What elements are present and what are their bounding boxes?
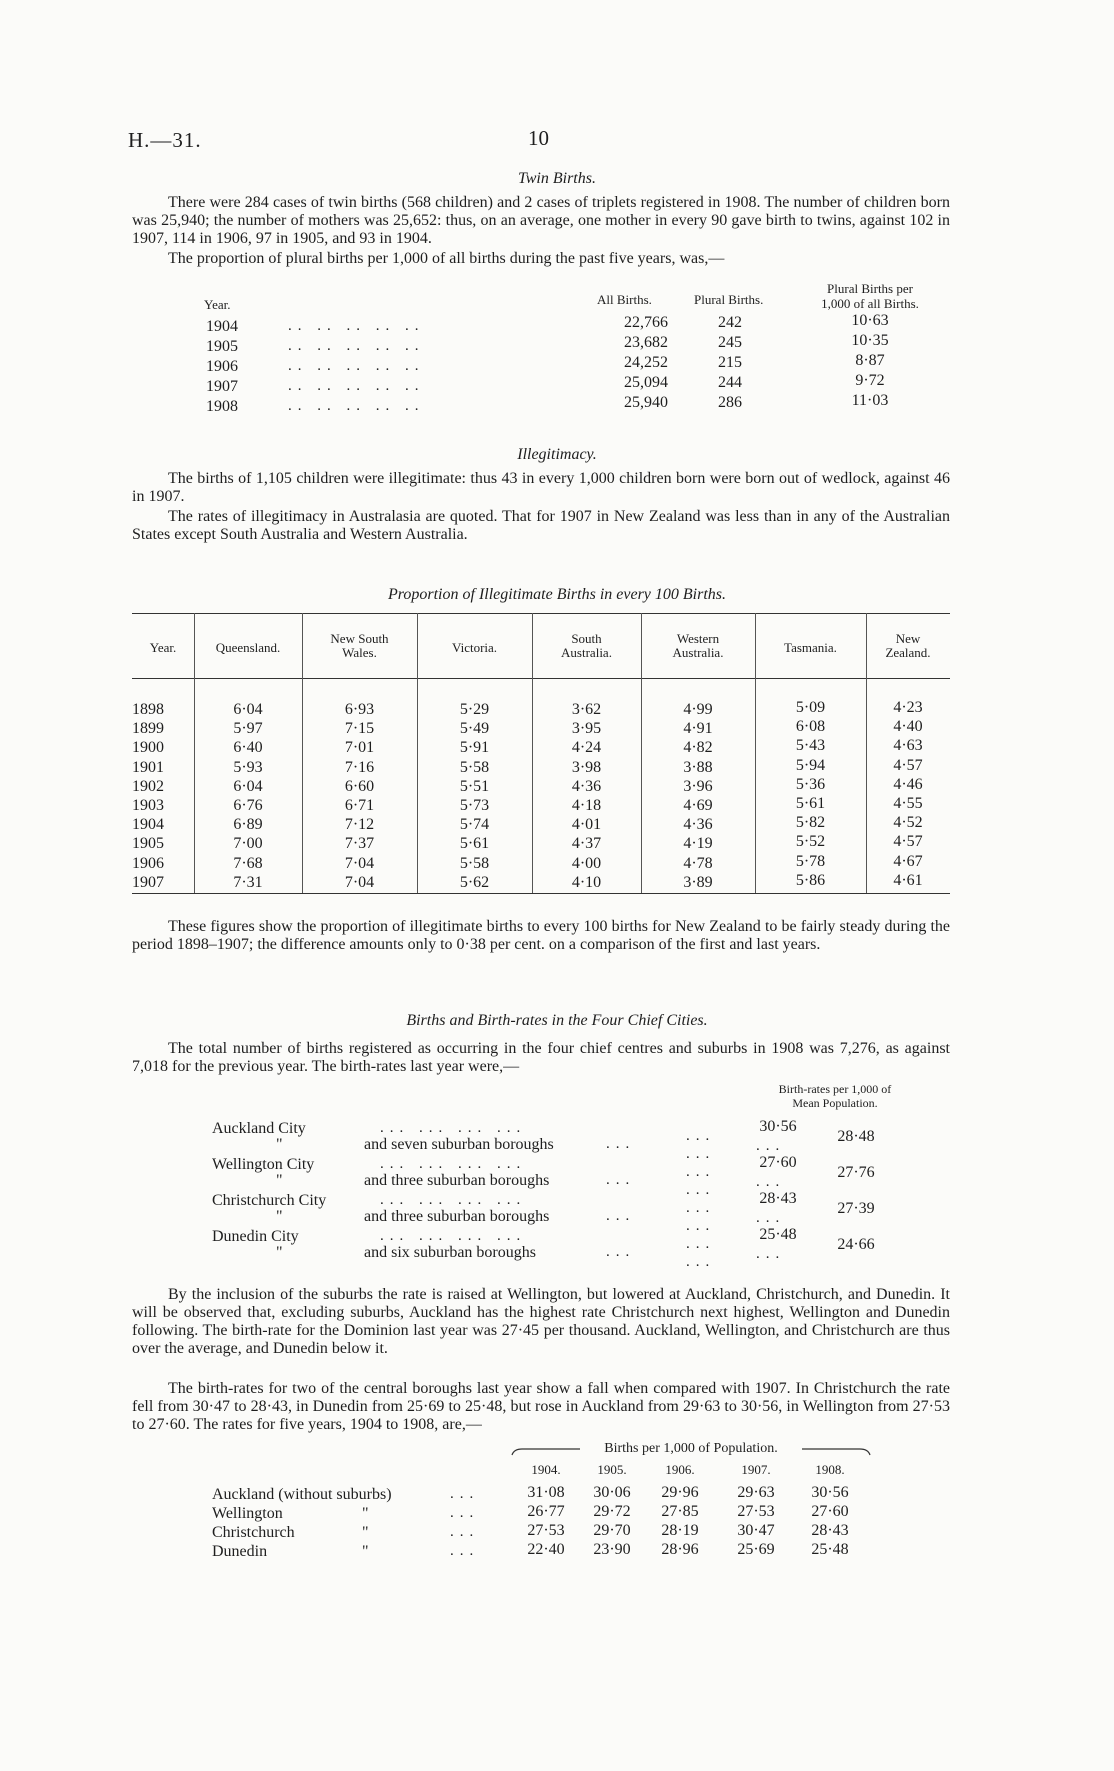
suburb-rate: 28·48 xyxy=(837,1128,875,1145)
plural-row-all-births: 25,940 xyxy=(624,394,668,411)
col-rate-header-2: 1,000 of all Births. xyxy=(821,296,919,311)
col-year-header: Year. xyxy=(204,297,231,312)
ditto-mark: " xyxy=(276,1244,283,1261)
five-year-value: 23·90 xyxy=(593,1541,631,1558)
column-tasmania: 5·09 6·08 5·43 5·94 5·36 5·61 5·82 5·52 5·78 5·86 xyxy=(795,699,826,889)
leader-dots: ... xyxy=(450,1524,480,1540)
suburb-rate: 24·66 xyxy=(837,1236,875,1253)
illegitimacy-paragraph-1: The births of 1,105 children were illegitimate: thus 43 in every 1,000 children born were born out of wedlock, against 46 in 1907. xyxy=(132,470,950,505)
plural-row-all-births: 24,252 xyxy=(624,354,668,371)
five-year-value: 25·69 xyxy=(737,1541,775,1558)
header-sa-1: South xyxy=(571,631,602,646)
five-year-year-header: 1905. xyxy=(597,1462,627,1477)
ditto-mark: " xyxy=(362,1524,369,1541)
five-year-value: 29·96 xyxy=(661,1484,699,1501)
leader-dots: ... ... ... ... xyxy=(380,1228,527,1244)
header-tasmania: Tasmania. xyxy=(784,640,837,655)
plural-row-year: 1907 xyxy=(206,378,238,395)
city-rate: 25·48 xyxy=(759,1226,797,1243)
column-queensland: 6·04 5·97 6·40 5·93 6·04 6·76 6·89 7·00 7·68 7·31 xyxy=(233,701,263,891)
ditto-mark: " xyxy=(276,1172,283,1189)
five-year-value: 25·48 xyxy=(811,1541,849,1558)
leader-dots: .. .. .. .. .. xyxy=(288,358,425,374)
header-victoria: Victoria. xyxy=(451,640,498,655)
plural-row-plural-births: 242 xyxy=(718,314,742,331)
leader-dots: ... ... ... ... xyxy=(380,1120,527,1136)
plural-row-year: 1904 xyxy=(206,318,238,335)
header-queensland: Queensland. xyxy=(215,640,281,655)
five-year-year-header: 1908. xyxy=(815,1462,845,1477)
leader-dots: ... xyxy=(756,1210,786,1226)
ditto-mark: " xyxy=(362,1543,369,1560)
table-header-rule xyxy=(132,678,950,679)
leader-dots: ... ... ... ... xyxy=(380,1192,527,1208)
city-rate: 30·56 xyxy=(759,1118,797,1135)
five-year-year-header: 1906. xyxy=(665,1462,695,1477)
five-year-value: 30·47 xyxy=(737,1522,775,1539)
leader-dots: ... xyxy=(686,1146,716,1162)
paper-reference: H.—31. xyxy=(128,128,202,152)
header-nz-2: Zealand. xyxy=(885,645,931,660)
five-year-header: Births per 1,000 of Population. xyxy=(604,1441,778,1456)
five-year-value: 28·43 xyxy=(811,1522,849,1539)
five-year-value: 27·85 xyxy=(661,1503,699,1520)
ditto-mark: " xyxy=(276,1208,283,1225)
five-year-value: 27·60 xyxy=(811,1503,849,1520)
leader-dots: ... xyxy=(686,1164,716,1180)
leader-dots: ... xyxy=(606,1244,636,1260)
suburb-label: and six suburban boroughs xyxy=(364,1244,536,1261)
city-name: Christchurch City xyxy=(212,1192,327,1209)
column-victoria: 5·29 5·49 5·91 5·58 5·51 5·73 5·74 5·61 5·58 5·62 xyxy=(459,701,490,891)
col-all-births-header: All Births. xyxy=(597,292,652,307)
city-name: Dunedin City xyxy=(212,1228,299,1245)
cities-paragraph-3: The birth-rates for two of the central boroughs last year show a fall when compared with 1907. In Christchurch the rate fell from 30·47 to 28·43, in Dunedin from 25·69 to 25·48, but rose in Auckland from 29·63 to 30·56, in Wellington from 27·53 to 27·60. The rates for five years, 1904 to 1908, are,— xyxy=(132,1380,950,1433)
table-bottom-rule xyxy=(132,893,950,894)
header-wa-2: Australia. xyxy=(672,645,724,660)
rate-header-2: Mean Population. xyxy=(792,1096,878,1110)
five-year-value: 27·53 xyxy=(737,1503,775,1520)
five-year-value: 28·96 xyxy=(661,1541,699,1558)
city-rate: 27·60 xyxy=(759,1154,797,1171)
leader-dots: ... xyxy=(450,1505,480,1521)
five-year-city: Auckland (without suburbs) xyxy=(212,1486,392,1503)
leader-dots: ... xyxy=(686,1254,716,1270)
illegitimacy-heading: Illegitimacy. xyxy=(517,446,597,463)
plural-row-all-births: 25,094 xyxy=(624,374,668,391)
plural-row-all-births: 23,682 xyxy=(624,334,668,351)
leader-dots: ... xyxy=(686,1128,716,1144)
leader-dots: ... ... ... ... xyxy=(380,1156,527,1172)
leader-dots: ... xyxy=(686,1200,716,1216)
cities-paragraph-2: By the inclusion of the suburbs the rate is raised at Wellington, but lowered at Auckland, Christchurch, and Dunedin. It will be observed that, excluding suburbs, Auckland has the highest rate Christchurch next highest, Wellington and Dunedin following. The birth-rate for the Dominion last year was 27·45 per thousand. Auckland, Wellington, and Christchurch are thus over the average, and Dunedin below it. xyxy=(132,1286,950,1357)
city-name: Auckland City xyxy=(212,1120,306,1137)
leader-dots: ... xyxy=(450,1543,480,1559)
suburb-label: and three suburban boroughs xyxy=(364,1208,550,1225)
header-nz-1: New xyxy=(895,631,921,646)
illegitimacy-table-title: Proportion of Illegitimate Births in every 100 Births. xyxy=(387,586,727,603)
plural-row-rate: 9·72 xyxy=(855,372,885,389)
cities-paragraph-1: The total number of births registered as occurring in the four chief centres and suburbs in 1908 was 7,276, as against 7,018 for the previous year. The birth-rates last year were,— xyxy=(132,1040,950,1075)
illegitimacy-paragraph-2: The rates of illegitimacy in Australasia are quoted. That for 1907 in New Zealand was less than in any of the Australian States except South Australia and Western Australia. xyxy=(132,508,950,543)
leader-dots: ... xyxy=(450,1486,480,1502)
plural-row-all-births: 22,766 xyxy=(624,314,668,331)
twin-births-heading: Twin Births. xyxy=(518,170,596,187)
five-year-value: 29·72 xyxy=(593,1503,631,1520)
header-year: Year. xyxy=(149,640,177,655)
five-year-year-header: 1907. xyxy=(741,1462,771,1477)
leader-dots: ... xyxy=(686,1182,716,1198)
illegitimacy-summary: These figures show the proportion of illegitimate births to every 100 births for New Zealand to be fairly steady during the period 1898–1907; the difference amounts only to 0·38 per cent. on a comparison of the first and last years. xyxy=(132,918,950,953)
twin-births-paragraph: There were 284 cases of twin births (568 children) and 2 cases of triplets registered in 1908. The number of children born was 25,940; the number of mothers was 25,652: thus, on an average, one mother in every 90 gave birth to twins, against 102 in 1907, 114 in 1906, 97 in 1905, and 93 in 1904. xyxy=(132,194,950,247)
leader-dots: ... xyxy=(606,1172,636,1188)
five-year-city: Christchurch xyxy=(212,1524,295,1541)
plural-row-rate: 10·35 xyxy=(851,332,889,349)
plural-row-plural-births: 215 xyxy=(718,354,742,371)
city-rate: 28·43 xyxy=(759,1190,797,1207)
five-year-value: 29·70 xyxy=(593,1522,631,1539)
leader-dots: ... xyxy=(606,1136,636,1152)
leader-dots: ... xyxy=(756,1138,786,1154)
col-rate-header-1: Plural Births per xyxy=(827,281,913,296)
column-south-australia: 3·62 3·95 4·24 3·98 4·36 4·18 4·01 4·37 4·00 4·10 xyxy=(571,701,602,891)
five-year-year-header: 1904. xyxy=(531,1462,561,1477)
ditto-mark: " xyxy=(362,1505,369,1522)
column-years: 1898 1899 1900 1901 1902 1903 1904 1905 1906 1907 xyxy=(132,701,164,891)
five-year-value: 30·56 xyxy=(811,1484,849,1501)
column-nsw: 6·93 7·15 7·01 7·16 6·60 6·71 7·12 7·37 7·04 7·04 xyxy=(344,701,375,891)
leader-dots: .. .. .. .. .. xyxy=(288,378,425,394)
header-nsw-2: Wales. xyxy=(342,645,377,660)
five-year-city: Wellington xyxy=(212,1505,283,1522)
leader-dots: ... xyxy=(606,1208,636,1224)
five-year-value: 26·77 xyxy=(527,1503,565,1520)
suburb-label: and three suburban boroughs xyxy=(364,1172,550,1189)
leader-dots: ... xyxy=(686,1236,716,1252)
leader-dots: .. .. .. .. .. xyxy=(288,338,425,354)
plural-row-rate: 11·03 xyxy=(851,392,889,409)
rate-header-1: Birth-rates per 1,000 of xyxy=(778,1082,892,1096)
plural-row-rate: 8·87 xyxy=(855,352,885,369)
plural-row-plural-births: 244 xyxy=(718,374,742,391)
plural-row-year: 1908 xyxy=(206,398,238,415)
five-year-value: 22·40 xyxy=(527,1541,565,1558)
ditto-mark: " xyxy=(276,1136,283,1153)
plural-row-year: 1905 xyxy=(206,338,238,355)
plural-row-year: 1906 xyxy=(206,358,238,375)
five-year-value: 31·08 xyxy=(527,1484,565,1501)
city-name: Wellington City xyxy=(212,1156,315,1173)
page-number: 10 xyxy=(528,126,549,150)
leader-dots: .. .. .. .. .. xyxy=(288,398,425,414)
column-western-australia: 4·99 4·91 4·82 3·88 3·96 4·69 4·36 4·19 4·78 3·89 xyxy=(683,701,713,891)
leader-dots: ... xyxy=(756,1246,786,1262)
column-new-zealand: 4·23 4·40 4·63 4·57 4·46 4·55 4·52 4·57 4·67 4·61 xyxy=(893,699,923,889)
five-year-value: 28·19 xyxy=(661,1522,699,1539)
five-year-city: Dunedin xyxy=(212,1543,268,1560)
suburb-label: and seven suburban boroughs xyxy=(364,1136,554,1153)
plural-row-rate: 10·63 xyxy=(851,312,889,329)
plural-row-plural-births: 245 xyxy=(718,334,742,351)
leader-dots: ... xyxy=(756,1174,786,1190)
header-nsw-1: New South xyxy=(330,631,389,646)
five-year-value: 27·53 xyxy=(527,1522,565,1539)
suburb-rate: 27·39 xyxy=(837,1200,875,1217)
five-year-value: 30·06 xyxy=(593,1484,631,1501)
five-year-value: 29·63 xyxy=(737,1484,775,1501)
header-sa-2: Australia. xyxy=(561,645,612,660)
header-wa-1: Western xyxy=(676,631,720,646)
col-plural-births-header: Plural Births. xyxy=(694,292,764,307)
table-top-rule xyxy=(132,613,950,614)
leader-dots: ... xyxy=(686,1218,716,1234)
suburb-rate: 27·76 xyxy=(837,1164,875,1181)
plural-row-plural-births: 286 xyxy=(718,394,742,411)
plural-births-intro: The proportion of plural births per 1,000 of all births during the past five years, was,— xyxy=(168,250,725,267)
leader-dots: .. .. .. .. .. xyxy=(288,318,425,334)
cities-heading: Births and Birth-rates in the Four Chief Cities. xyxy=(406,1012,708,1029)
